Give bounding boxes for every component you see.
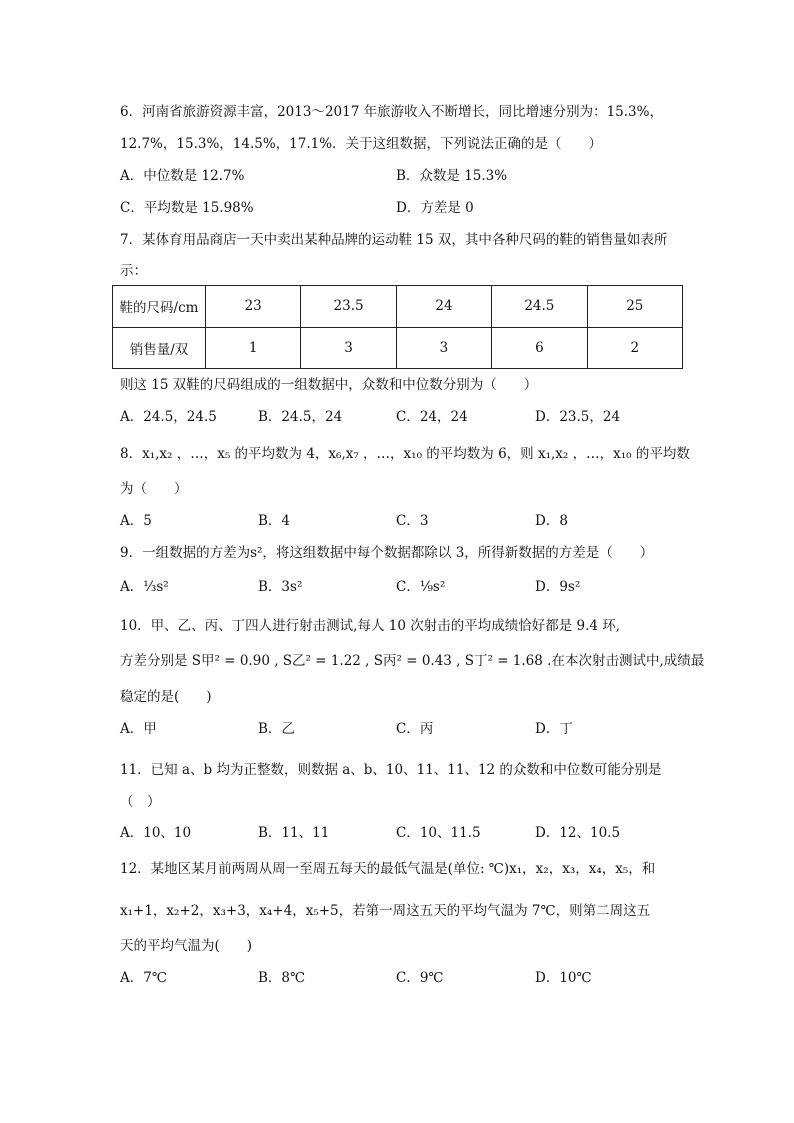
q6-option-c: C．平均数是 15.98%	[120, 200, 254, 216]
q7-option-b: B．24.5，24	[258, 409, 343, 425]
q11-option-c: C．10、11.5	[396, 825, 481, 841]
q7-stem-line1: 7．某体育用品商店一天中卖出某种品牌的运动鞋 15 双，其中各种尺码的鞋的销售量如表所	[120, 232, 668, 248]
q10-stem-line2: 方差分别是 S甲² = 0.90 , S乙² = 1.22 , S丙² = 0.43 , S丁² = 1.68 .在本次射击测试中,成绩最	[120, 653, 705, 669]
table-row-label: 鞋的尺码/cm	[113, 286, 206, 328]
q10-option-b: B．乙	[258, 721, 295, 737]
table-cell: 3	[301, 327, 396, 369]
q12-option-d: D．10℃	[535, 970, 592, 986]
q8-stem-line1: 8．x₁,x₂ ，…，x₅ 的平均数为 4，x₆,x₇ ，…，x₁₀ 的平均数为 6，则 x₁,x₂ ，…，x₁₀ 的平均数	[120, 446, 690, 462]
q12-option-a: A．7℃	[120, 970, 167, 986]
q12-stem-line3: 天的平均气温为( )	[120, 938, 253, 954]
q9-option-a: A．⅓s²	[120, 579, 169, 595]
q7-option-a: A．24.5，24.5	[120, 409, 217, 425]
table-row	[113, 286, 683, 328]
table-cell: 23	[206, 286, 301, 328]
q12-stem-line2: x₁+1，x₂+2，x₃+3，x₄+4，x₅+5，若第一周这五天的平均气温为 7℃，则第二周这五	[120, 903, 651, 919]
q9-option-d: D．9s²	[535, 579, 581, 595]
q7-question: 则这 15 双鞋的尺码组成的一组数据中，众数和中位数分别为（ ）	[120, 377, 538, 393]
q10-stem-line1: 10．甲、乙、丙、丁四人进行射击测试,每人 10 次射击的平均成绩恰好都是 9.4 环,	[120, 618, 621, 634]
q10-option-d: D．丁	[535, 721, 573, 737]
q11-option-d: D．12、10.5	[535, 825, 621, 841]
table-cell: 1	[206, 327, 301, 369]
q9-option-b: B．3s²	[258, 579, 303, 595]
q6-option-d: D．方差是 0	[396, 200, 474, 216]
q7-stem-line2: 示：	[120, 263, 147, 279]
q9-option-c: C．⅑s²	[396, 579, 446, 595]
q6-stem-line1: 6．河南省旅游资源丰富，2013～2017 年旅游收入不断增长，同比增速分别为：15.3%，	[120, 104, 663, 120]
table-cell: 3	[396, 327, 491, 369]
q10-option-a: A．甲	[120, 721, 157, 737]
shoe-size-table	[112, 285, 683, 369]
table-cell: 25	[587, 286, 682, 328]
q7-option-d: D．23.5，24	[535, 409, 621, 425]
table-cell: 23.5	[301, 286, 396, 328]
q6-stem-line2: 12.7%，15.3%，14.5%，17.1%．关于这组数据，下列说法正确的是（ ）	[120, 136, 603, 152]
q10-option-c: C．丙	[396, 721, 434, 737]
q8-stem-line2: 为（ ）	[120, 481, 188, 497]
table-cell: 24	[396, 286, 491, 328]
q6-option-a: A．中位数是 12.7%	[120, 168, 245, 184]
q8-option-a: A．5	[120, 513, 152, 529]
q6-option-b: B．众数是 15.3%	[396, 168, 508, 184]
table-cell: 2	[587, 327, 682, 369]
q10-stem-line3: 稳定的是( )	[120, 689, 212, 705]
table-cell: 24.5	[492, 286, 587, 328]
table-row-label: 销售量/双	[113, 327, 206, 369]
table-cell: 6	[492, 327, 587, 369]
q12-option-b: B．8℃	[258, 970, 306, 986]
q8-option-d: D．8	[535, 513, 568, 529]
q9-stem: 9．一组数据的方差为s²，将这组数据中每个数据都除以 3，所得新数据的方差是（ ）	[120, 545, 654, 561]
q11-stem-line1: 11．已知 a、b 均为正整数，则数据 a、b、10、11、11、12 的众数和中位数可能分别是	[120, 762, 662, 778]
q11-option-b: B．11、11	[258, 825, 330, 841]
q12-stem-line1: 12．某地区某月前两周从周一至周五每天的最低气温是(单位: ℃)x₁，x₂，x₃，x₄，x₅，和	[120, 861, 656, 877]
q11-stem-line2: （ ）	[120, 794, 161, 810]
table-row	[113, 327, 683, 369]
q8-option-c: C．3	[396, 513, 429, 529]
q8-option-b: B．4	[258, 513, 291, 529]
q7-option-c: C．24，24	[396, 409, 468, 425]
q11-option-a: A．10、10	[120, 825, 192, 841]
q12-option-c: C．9℃	[396, 970, 444, 986]
